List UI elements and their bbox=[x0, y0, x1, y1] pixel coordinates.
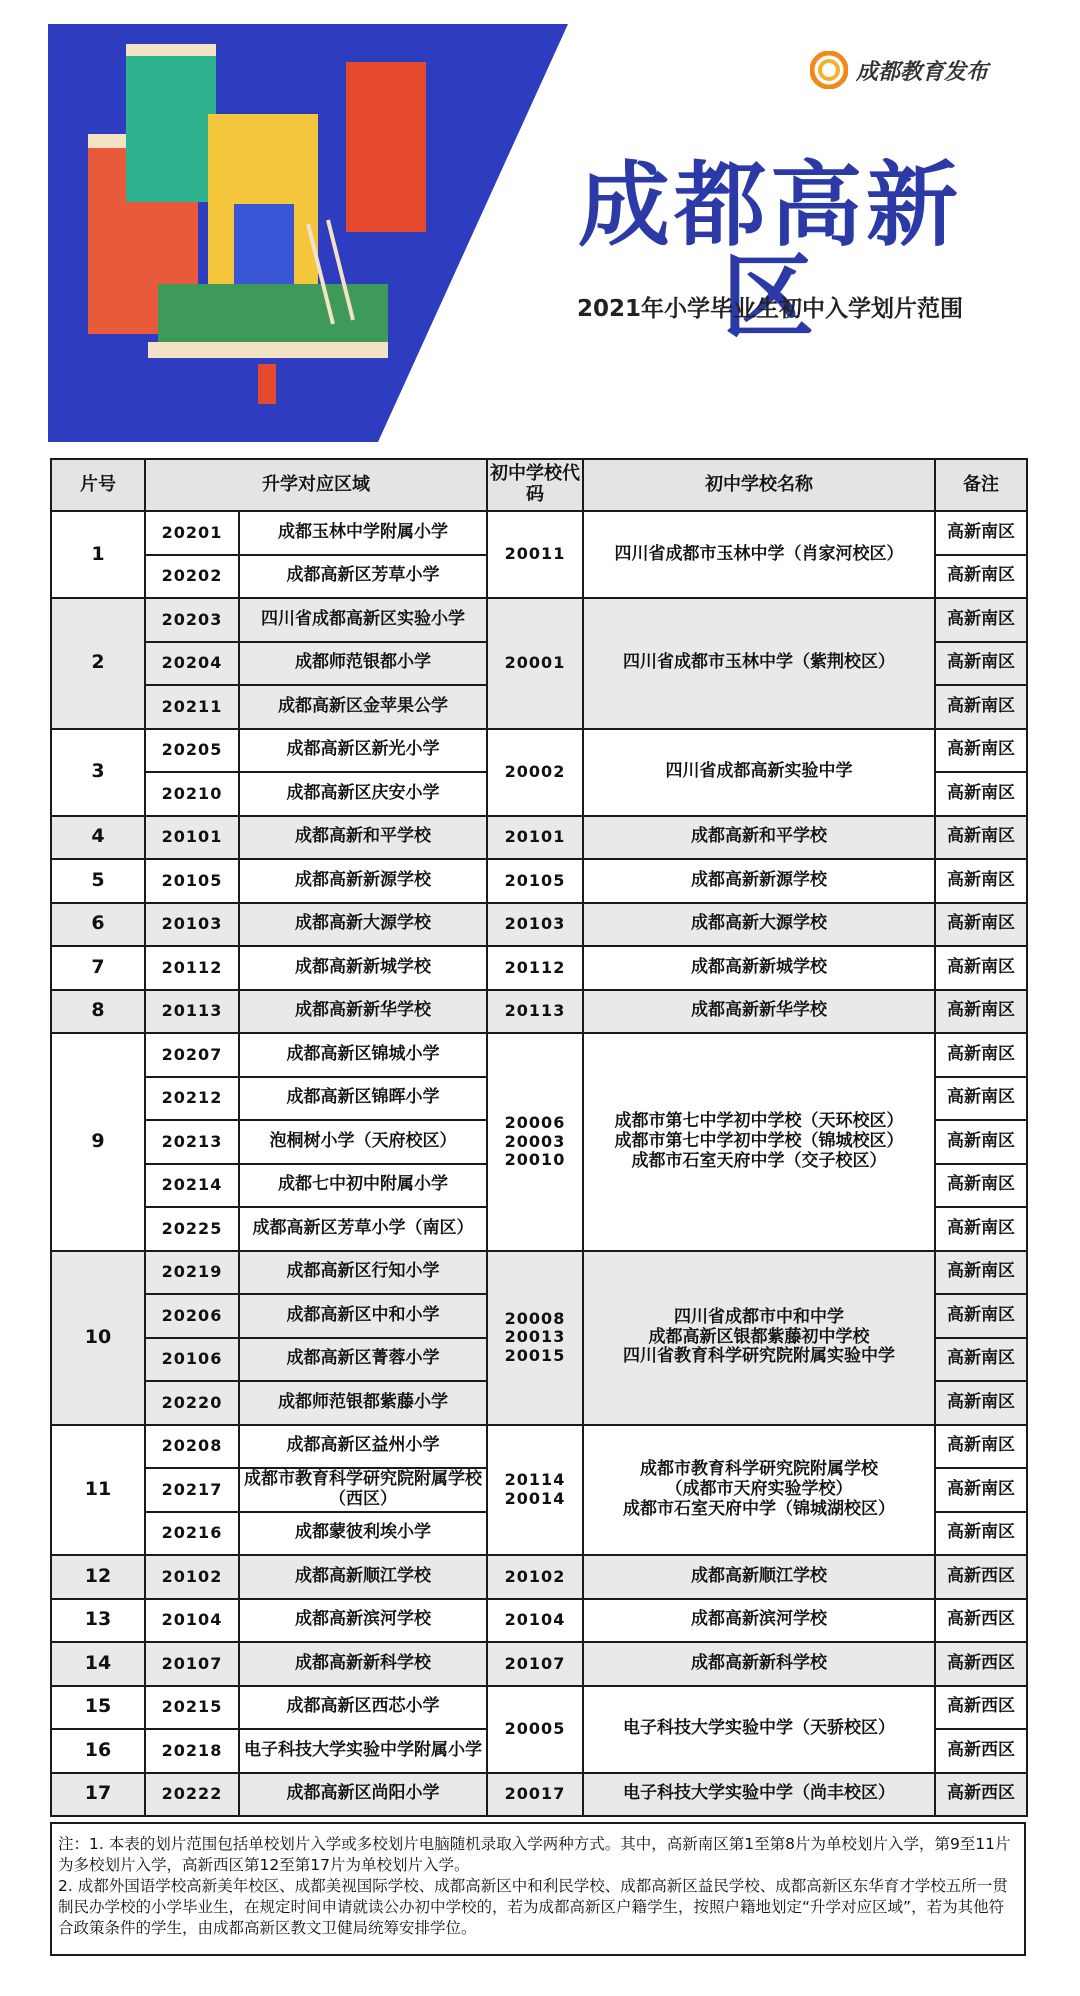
primary-school-name: 成都高新区芳草小学 bbox=[239, 555, 487, 599]
middle-school-names bbox=[583, 946, 935, 990]
primary-school-name: 成都师范银都小学 bbox=[239, 642, 487, 686]
primary-school-name: 成都蒙彼利埃小学 bbox=[239, 1512, 487, 1556]
remark: 高新南区 bbox=[935, 1381, 1027, 1425]
primary-school-name: 成都市教育科学研究院附属学校（西区） bbox=[239, 1468, 487, 1512]
primary-code: 20214 bbox=[145, 1164, 239, 1208]
middle-school-name: 四川省教育科学研究院附属实验中学 bbox=[623, 1346, 895, 1367]
primary-code: 20204 bbox=[145, 642, 239, 686]
middle-school-code: 20003 bbox=[504, 1131, 566, 1151]
primary-school-name: 成都七中初中附属小学 bbox=[239, 1164, 487, 1208]
middle-school-code: 20002 bbox=[504, 761, 566, 781]
middle-school-code: 20001 bbox=[504, 653, 566, 673]
piece-number: 3 bbox=[51, 729, 145, 816]
footnote-1: 注：1. 本表的划片范围包括单校划片入学或多校划片电脑随机录取入学两种方式。其中，高新南区第1至第8片为单校划片入学，第9至11片为多校划片入学，高新西区第12至第17片为单校划片入学。 bbox=[58, 1835, 1011, 1874]
remark: 高新南区 bbox=[935, 1164, 1027, 1208]
remark: 高新南区 bbox=[935, 1338, 1027, 1382]
middle-school-names bbox=[583, 1425, 935, 1556]
primary-school-name: 成都高新和平学校 bbox=[239, 816, 487, 860]
middle-school-names bbox=[583, 1033, 935, 1251]
remark: 高新西区 bbox=[935, 1773, 1027, 1817]
primary-code: 20220 bbox=[145, 1381, 239, 1425]
table-row bbox=[51, 1773, 1027, 1817]
middle-school-codes bbox=[487, 598, 583, 729]
header-piece-no: 片号 bbox=[51, 459, 145, 511]
piece-number: 2 bbox=[51, 598, 145, 729]
piece-number: 5 bbox=[51, 859, 145, 903]
middle-school-names bbox=[583, 511, 935, 598]
middle-school-code: 20103 bbox=[504, 914, 566, 934]
brand-mark bbox=[810, 48, 988, 92]
piece-number: 10 bbox=[51, 1251, 145, 1425]
table-row bbox=[51, 859, 1027, 903]
middle-school-codes bbox=[487, 1642, 583, 1686]
primary-code: 20218 bbox=[145, 1729, 239, 1773]
remark: 高新西区 bbox=[935, 1555, 1027, 1599]
primary-code: 20206 bbox=[145, 1294, 239, 1338]
middle-school-code: 20112 bbox=[504, 957, 566, 977]
primary-code: 20216 bbox=[145, 1512, 239, 1556]
middle-school-code: 20113 bbox=[504, 1001, 566, 1021]
table-row bbox=[51, 1555, 1027, 1599]
primary-code: 20104 bbox=[145, 1599, 239, 1643]
middle-school-code: 20013 bbox=[504, 1327, 566, 1347]
table-row bbox=[51, 1425, 1027, 1469]
middle-school-code: 20011 bbox=[504, 544, 566, 564]
brand-logo-icon bbox=[810, 51, 848, 89]
primary-code: 20210 bbox=[145, 772, 239, 816]
primary-code: 20208 bbox=[145, 1425, 239, 1469]
primary-code: 20225 bbox=[145, 1207, 239, 1251]
middle-school-name: 电子科技大学实验中学（天骄校区） bbox=[623, 1718, 895, 1739]
remark: 高新南区 bbox=[935, 685, 1027, 729]
header-primary-area: 升学对应区域 bbox=[145, 459, 487, 511]
middle-school-names bbox=[583, 1599, 935, 1643]
primary-code: 20207 bbox=[145, 1033, 239, 1077]
middle-school-code: 20010 bbox=[504, 1149, 566, 1169]
primary-school-name: 泡桐树小学（天府校区） bbox=[239, 1120, 487, 1164]
remark: 高新南区 bbox=[935, 1251, 1027, 1295]
middle-school-codes bbox=[487, 990, 583, 1034]
primary-code: 20202 bbox=[145, 555, 239, 599]
remark: 高新南区 bbox=[935, 859, 1027, 903]
middle-school-names bbox=[583, 859, 935, 903]
remark: 高新西区 bbox=[935, 1599, 1027, 1643]
primary-school-name: 成都高新区尚阳小学 bbox=[239, 1773, 487, 1817]
piece-number: 12 bbox=[51, 1555, 145, 1599]
middle-school-name: 成都高新区银都紫藤初中学校 bbox=[648, 1326, 870, 1347]
middle-school-name: （成都市天府实验学校） bbox=[665, 1478, 853, 1499]
primary-code: 20219 bbox=[145, 1251, 239, 1295]
middle-school-code: 20105 bbox=[504, 870, 566, 890]
primary-school-name: 成都高新区行知小学 bbox=[239, 1251, 487, 1295]
table-row bbox=[51, 1251, 1027, 1295]
middle-school-names bbox=[583, 903, 935, 947]
middle-school-code: 20107 bbox=[504, 1653, 566, 1673]
remark: 高新南区 bbox=[935, 642, 1027, 686]
middle-school-code: 20017 bbox=[487, 1773, 583, 1817]
middle-school-code: 20101 bbox=[504, 827, 566, 847]
remark: 高新西区 bbox=[935, 1729, 1027, 1773]
table-row bbox=[51, 816, 1027, 860]
middle-school-codes bbox=[487, 946, 583, 990]
middle-school-name: 成都市第七中学初中学校（天环校区） bbox=[614, 1111, 904, 1132]
middle-school-codes bbox=[487, 1599, 583, 1643]
middle-school-name: 成都高新新源学校 bbox=[691, 869, 827, 890]
middle-school-name: 成都市石室天府中学（交子校区） bbox=[631, 1150, 887, 1171]
remark: 高新南区 bbox=[935, 1077, 1027, 1121]
middle-school-codes bbox=[487, 903, 583, 947]
primary-code: 20103 bbox=[145, 903, 239, 947]
middle-school-codes bbox=[487, 729, 583, 816]
primary-school-name: 成都高新顺江学校 bbox=[239, 1555, 487, 1599]
primary-school-name: 成都高新新城学校 bbox=[239, 946, 487, 990]
primary-code: 20205 bbox=[145, 729, 239, 773]
middle-school-codes bbox=[487, 859, 583, 903]
middle-school-code: 20005 bbox=[504, 1718, 566, 1738]
primary-school-name: 四川省成都高新区实验小学 bbox=[239, 598, 487, 642]
primary-school-name: 成都高新区西芯小学 bbox=[239, 1686, 487, 1730]
middle-school-names bbox=[583, 1642, 935, 1686]
footnotes bbox=[50, 1822, 1026, 1956]
middle-school-name: 成都市第七中学初中学校（锦城校区） bbox=[614, 1130, 904, 1151]
middle-school-name: 四川省成都高新实验中学 bbox=[665, 761, 853, 782]
primary-school-name: 成都高新区金苹果公学 bbox=[239, 685, 487, 729]
table-row bbox=[51, 990, 1027, 1034]
piece-number: 14 bbox=[51, 1642, 145, 1686]
primary-school-name: 成都高新滨河学校 bbox=[239, 1599, 487, 1643]
remark: 高新南区 bbox=[935, 772, 1027, 816]
middle-school-codes bbox=[487, 1555, 583, 1599]
remark: 高新南区 bbox=[935, 1468, 1027, 1512]
middle-school-codes bbox=[487, 1251, 583, 1425]
primary-code: 20222 bbox=[145, 1773, 239, 1817]
table-row bbox=[51, 1033, 1027, 1077]
remark: 高新南区 bbox=[935, 1512, 1027, 1556]
zoning-table-container bbox=[50, 458, 1026, 1822]
middle-school-names bbox=[583, 598, 935, 729]
table-row bbox=[51, 1599, 1027, 1643]
primary-code: 20112 bbox=[145, 946, 239, 990]
primary-school-name: 成都高新新科学校 bbox=[239, 1642, 487, 1686]
middle-school-name: 四川省成都市玉林中学（肖家河校区） bbox=[614, 543, 904, 564]
primary-code: 20106 bbox=[145, 1338, 239, 1382]
primary-code: 20213 bbox=[145, 1120, 239, 1164]
primary-code: 20113 bbox=[145, 990, 239, 1034]
piece-number: 8 bbox=[51, 990, 145, 1034]
primary-school-name: 成都高新区芳草小学（南区） bbox=[239, 1207, 487, 1251]
primary-school-name: 成都高新区锦城小学 bbox=[239, 1033, 487, 1077]
middle-school-codes bbox=[487, 1033, 583, 1251]
primary-school-name: 成都师范银都紫藤小学 bbox=[239, 1381, 487, 1425]
piece-number: 17 bbox=[51, 1773, 145, 1817]
primary-school-name: 成都高新区菁蓉小学 bbox=[239, 1338, 487, 1382]
footnote-2: 2. 成都外国语学校高新美年校区、成都美视国际学校、成都高新区中和利民学校、成都高新区益民学校、成都高新区东华育才学校五所一贯制民办学校的小学毕业生，在规定时间申请就读公办初中学校的，若为成都高新区户籍学生，按照户籍地划定“升学对应区域”，若为其他符合政策条件的学生，由成都高新区教文卫健局统筹安排学位。 bbox=[58, 1876, 1008, 1937]
table-header-row bbox=[51, 459, 1027, 511]
primary-code: 20215 bbox=[145, 1686, 239, 1730]
primary-school-name: 成都高新新源学校 bbox=[239, 859, 487, 903]
middle-school-name: 成都市教育科学研究院附属学校 bbox=[640, 1459, 878, 1480]
middle-school-code: 20008 bbox=[504, 1308, 566, 1328]
middle-school-names bbox=[583, 1251, 935, 1425]
primary-school-name: 电子科技大学实验中学附属小学 bbox=[239, 1729, 487, 1773]
piece-number: 6 bbox=[51, 903, 145, 947]
middle-school-codes bbox=[487, 1686, 583, 1773]
page-title: 成都高新区 bbox=[577, 152, 962, 351]
piece-number: 15 bbox=[51, 1686, 145, 1730]
primary-code: 20217 bbox=[145, 1468, 239, 1512]
remark: 高新南区 bbox=[935, 990, 1027, 1034]
brand-name: 成都教育发布 bbox=[856, 59, 989, 85]
header-school-name: 初中学校名称 bbox=[583, 459, 935, 511]
primary-school-name: 成都高新区锦晖小学 bbox=[239, 1077, 487, 1121]
middle-school-name: 成都高新新城学校 bbox=[691, 956, 827, 977]
middle-school-code: 20114 bbox=[504, 1470, 566, 1490]
middle-school-names bbox=[583, 816, 935, 860]
middle-school-name: 成都高新新华学校 bbox=[691, 1000, 827, 1021]
primary-school-name: 成都高新区中和小学 bbox=[239, 1294, 487, 1338]
table-body bbox=[51, 511, 1027, 1816]
piece-number: 9 bbox=[51, 1033, 145, 1251]
piece-number: 1 bbox=[51, 511, 145, 598]
remark: 高新南区 bbox=[935, 1120, 1027, 1164]
header-remark: 备注 bbox=[935, 459, 1027, 511]
primary-school-name: 成都高新区益州小学 bbox=[239, 1425, 487, 1469]
middle-school-code: 20015 bbox=[504, 1345, 566, 1365]
middle-school-name: 成都高新和平学校 bbox=[691, 826, 827, 847]
remark: 高新南区 bbox=[935, 1294, 1027, 1338]
primary-code: 20212 bbox=[145, 1077, 239, 1121]
remark: 高新南区 bbox=[935, 903, 1027, 947]
primary-code: 20105 bbox=[145, 859, 239, 903]
remark: 高新南区 bbox=[935, 511, 1027, 555]
primary-school-name: 成都玉林中学附属小学 bbox=[239, 511, 487, 555]
zoning-table bbox=[50, 458, 1028, 1817]
table-row bbox=[51, 598, 1027, 642]
table-row bbox=[51, 1686, 1027, 1730]
books-illustration bbox=[48, 24, 568, 442]
table-row bbox=[51, 729, 1027, 773]
primary-school-name: 成都高新新华学校 bbox=[239, 990, 487, 1034]
middle-school-name: 四川省成都市玉林中学（紫荆校区） bbox=[623, 652, 895, 673]
piece-number: 16 bbox=[51, 1729, 145, 1773]
table-row bbox=[51, 946, 1027, 990]
piece-number: 7 bbox=[51, 946, 145, 990]
piece-number: 11 bbox=[51, 1425, 145, 1556]
header-school-code: 初中学校代码 bbox=[487, 459, 583, 511]
middle-school-code: 20006 bbox=[504, 1113, 566, 1133]
piece-number: 13 bbox=[51, 1599, 145, 1643]
remark: 高新南区 bbox=[935, 816, 1027, 860]
page-subtitle: 2021年小学毕业生初中入学划片范围 bbox=[576, 296, 963, 322]
table-row bbox=[51, 511, 1027, 555]
remark: 高新南区 bbox=[935, 1425, 1027, 1469]
remark: 高新南区 bbox=[935, 555, 1027, 599]
middle-school-name: 成都市石室天府中学（锦城湖校区） bbox=[623, 1498, 895, 1519]
remark: 高新南区 bbox=[935, 946, 1027, 990]
middle-school-codes bbox=[487, 816, 583, 860]
middle-school-name: 成都高新新科学校 bbox=[691, 1652, 827, 1673]
middle-school-code: 20102 bbox=[504, 1566, 566, 1586]
table-row bbox=[51, 903, 1027, 947]
middle-school-names bbox=[583, 990, 935, 1034]
primary-code: 20201 bbox=[145, 511, 239, 555]
middle-school-names bbox=[583, 1686, 935, 1773]
piece-number: 4 bbox=[51, 816, 145, 860]
remark: 高新西区 bbox=[935, 1642, 1027, 1686]
remark: 高新南区 bbox=[935, 1207, 1027, 1251]
middle-school-names bbox=[583, 729, 935, 816]
middle-school-name: 四川省成都市中和中学 bbox=[674, 1307, 844, 1328]
primary-code: 20101 bbox=[145, 816, 239, 860]
middle-school-name: 成都高新顺江学校 bbox=[691, 1565, 827, 1586]
middle-school-code: 20014 bbox=[504, 1488, 566, 1508]
header-banner bbox=[0, 0, 1080, 450]
remark: 高新西区 bbox=[935, 1686, 1027, 1730]
remark: 高新南区 bbox=[935, 1033, 1027, 1077]
middle-school-names bbox=[583, 1555, 935, 1599]
remark: 高新南区 bbox=[935, 729, 1027, 773]
table-row bbox=[51, 1642, 1027, 1686]
middle-school-name: 成都高新大源学校 bbox=[691, 913, 827, 934]
middle-school-codes bbox=[487, 511, 583, 598]
primary-code: 20102 bbox=[145, 1555, 239, 1599]
middle-school-codes bbox=[487, 1425, 583, 1556]
primary-code: 20211 bbox=[145, 685, 239, 729]
remark: 高新南区 bbox=[935, 598, 1027, 642]
primary-school-name: 成都高新区新光小学 bbox=[239, 729, 487, 773]
primary-school-name: 成都高新大源学校 bbox=[239, 903, 487, 947]
middle-school-code: 20104 bbox=[504, 1610, 566, 1630]
middle-school-name: 成都高新滨河学校 bbox=[691, 1609, 827, 1630]
primary-school-name: 成都高新区庆安小学 bbox=[239, 772, 487, 816]
primary-code: 20107 bbox=[145, 1642, 239, 1686]
primary-code: 20203 bbox=[145, 598, 239, 642]
middle-school-name: 电子科技大学实验中学（尚丰校区） bbox=[583, 1773, 935, 1817]
